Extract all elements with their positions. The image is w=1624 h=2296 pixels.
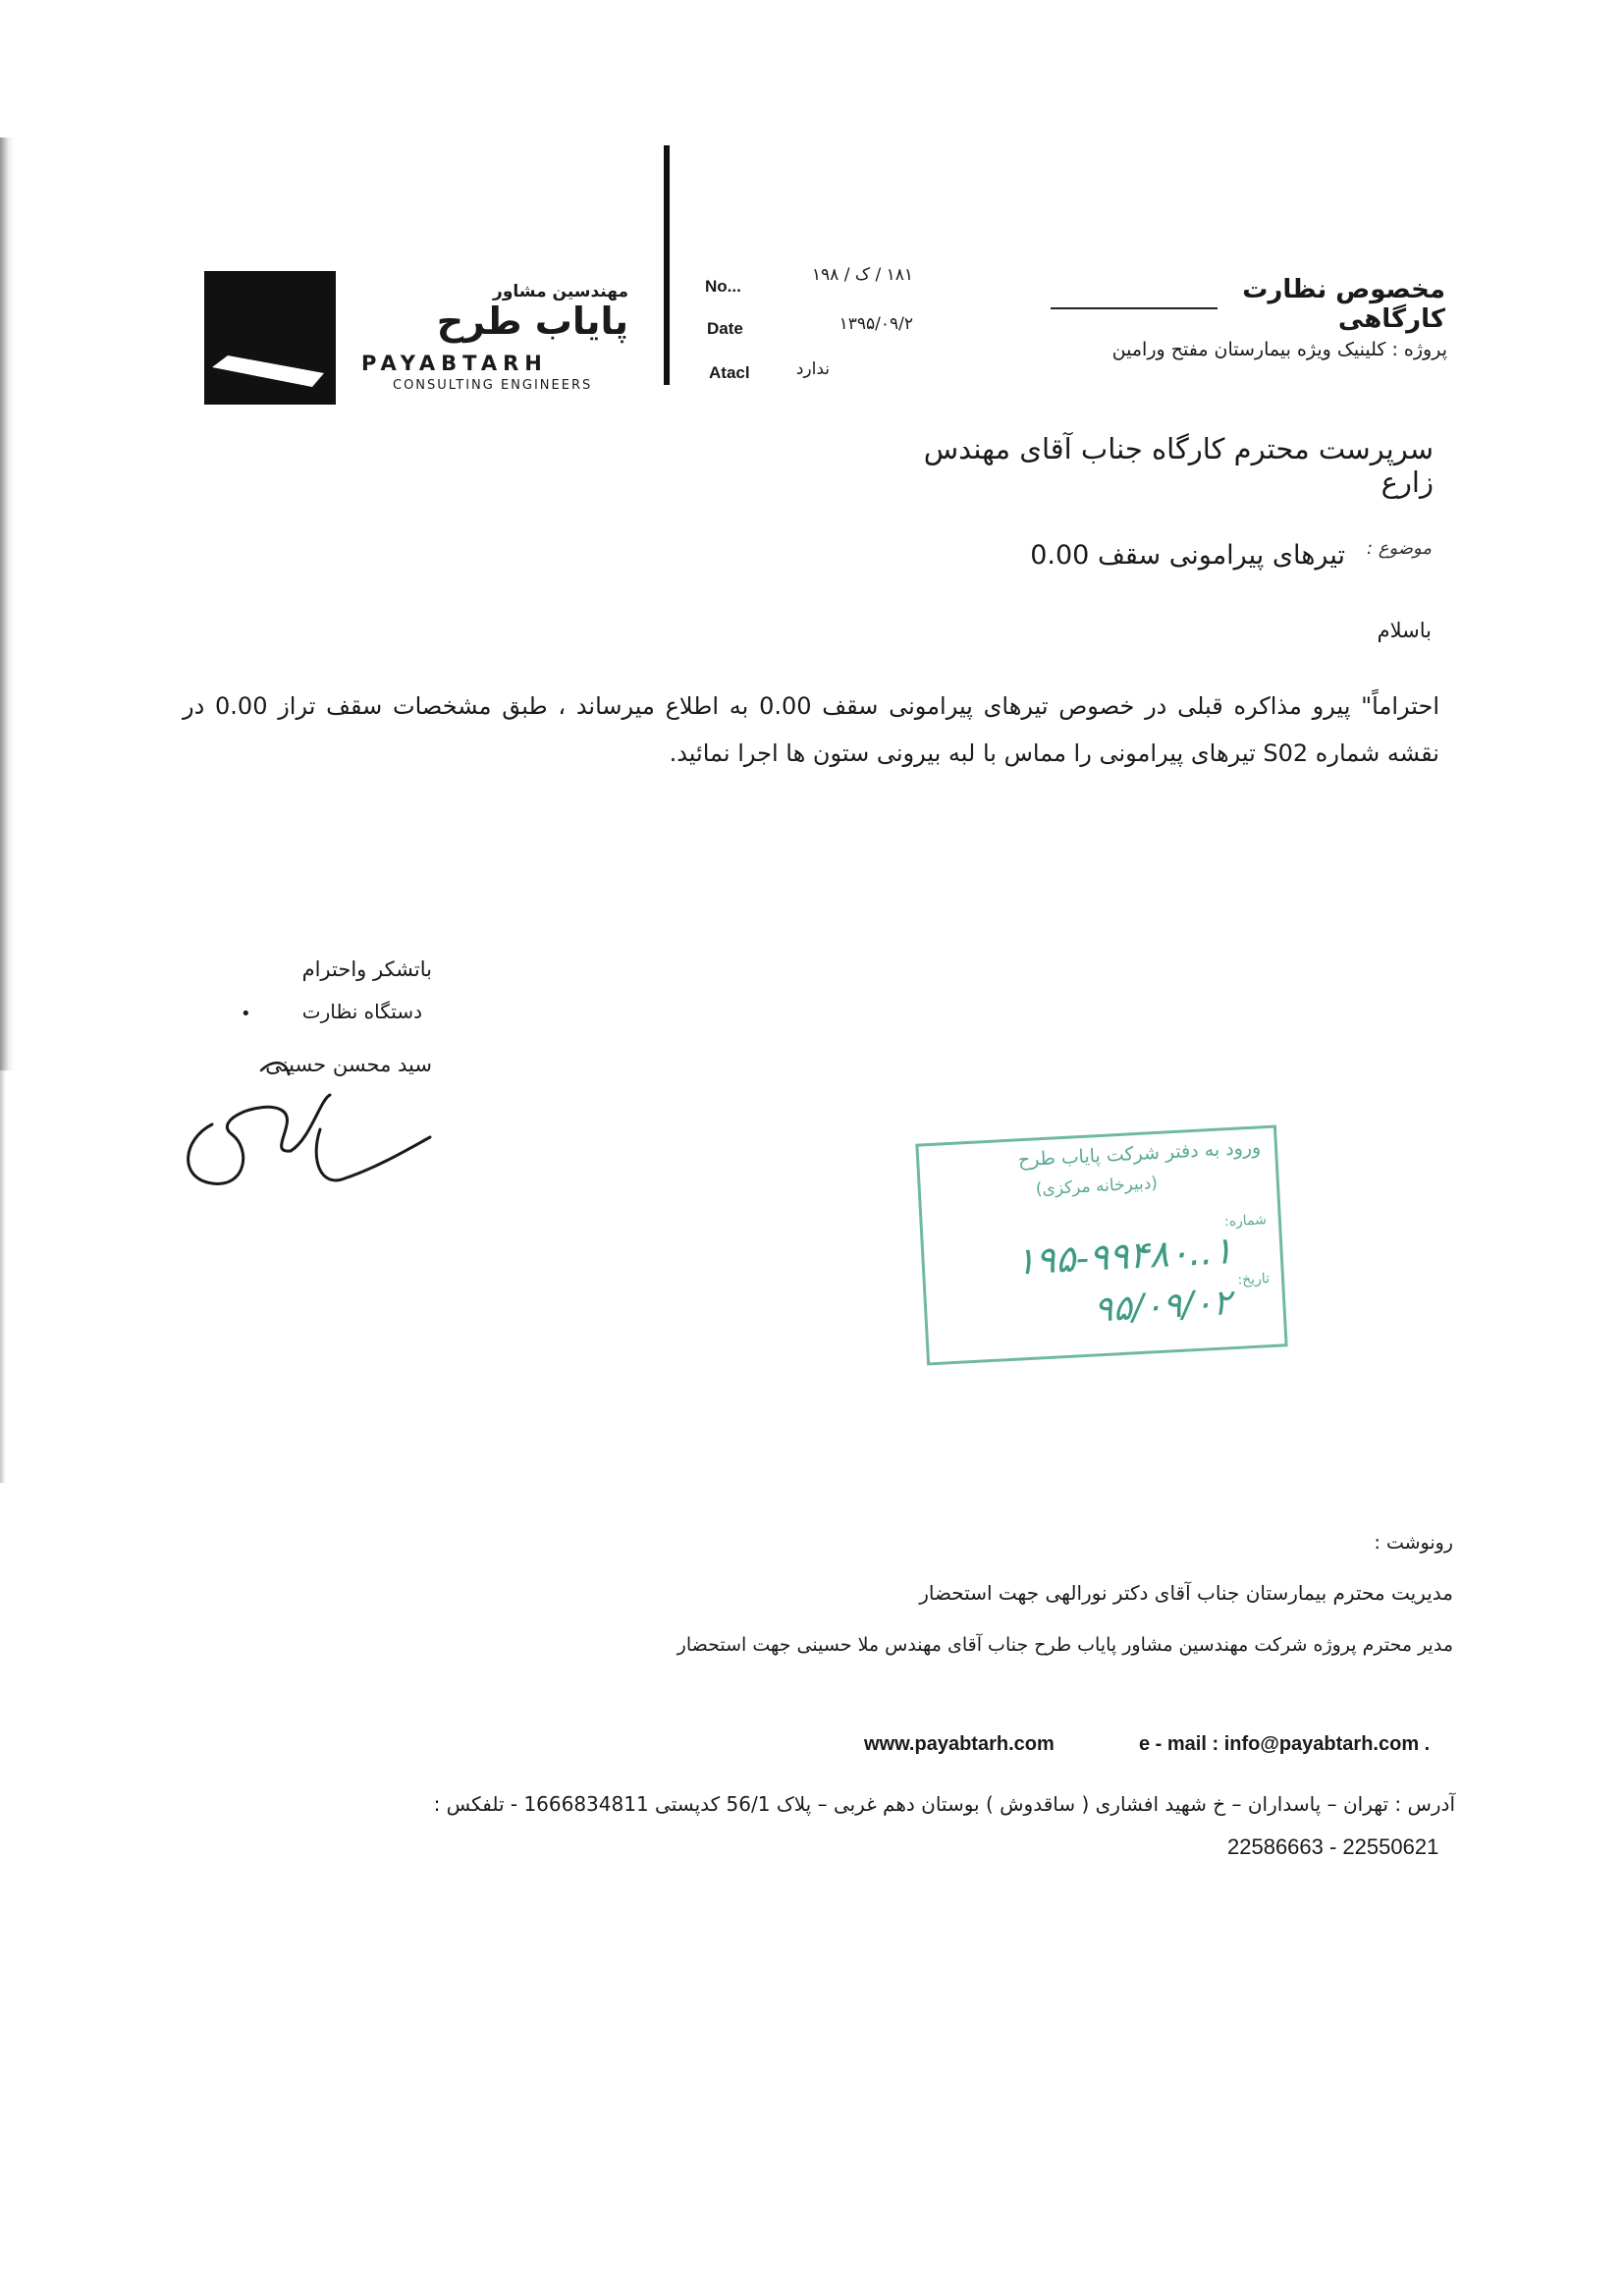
- cc-label: رونوشت :: [1374, 1532, 1453, 1554]
- firm-name-en: PAYABTARH: [361, 352, 548, 375]
- footer-email: e - mail : info@payabtarh.com .: [1139, 1733, 1431, 1755]
- signer-name: سید محسن حسینی: [265, 1053, 432, 1076]
- registry-stamp: [915, 1125, 1287, 1366]
- cc-line: مدیر محترم پروژه شرکت مهندسین مشاور پایاب طرح جناب آقای مهندس ملا حسینی جهت استحضار: [677, 1634, 1453, 1656]
- stamp-subtitle: (دبیرخانه مرکزی): [1035, 1173, 1159, 1200]
- stamp-date-label: تاریخ:: [1237, 1271, 1271, 1288]
- stamp-number-label: شماره:: [1223, 1212, 1268, 1230]
- footer-phones: 22586663 - 22550621: [1227, 1834, 1439, 1859]
- header-divider: [664, 145, 670, 385]
- cc-line: مدیریت محترم بیمارستان جناب آقای دکتر نورالهی جهت استحضار: [919, 1581, 1453, 1605]
- bullet-dot: •: [241, 1004, 251, 1024]
- stamp-date: ۹۵/۰۹/۰۲: [1093, 1283, 1233, 1331]
- subject-value: تیرهای پیرامونی سقف 0.00: [1030, 540, 1345, 571]
- footer-address: آدرس : تهران – پاسداران – خ شهید افشاری ( ساقدوش ) بوستان دهم غربی – پلاک 56/1 کدپستی 1666834811 - تلفکس :: [433, 1792, 1455, 1816]
- handwritten-signature-icon: [173, 1041, 438, 1198]
- payabtarh-logo-icon: [204, 271, 336, 405]
- firm-tagline-en: CONSULTING ENGINEERS: [393, 378, 593, 393]
- greeting: باسلام: [1377, 619, 1432, 642]
- footer-website: www.payabtarh.com: [864, 1733, 1055, 1755]
- scan-edge-shadow: [0, 137, 14, 1070]
- letter-date-value: ۱۳۹۵/۰۹/۲: [839, 314, 913, 334]
- stamp-number: ۱..۱۹۵-۹۹۴۸۰: [1014, 1229, 1234, 1284]
- closing-thanks: باتشکر واحترام: [301, 957, 432, 981]
- document-type-title: مخصوص نظارت کارگاهی: [1242, 275, 1445, 334]
- project-line: پروژه : کلینیک ویژه بیمارستان مفتح ورامین: [1111, 339, 1447, 360]
- firm-subtitle-fa: مهندسین مشاور: [493, 282, 628, 301]
- attachment-value: ندارد: [795, 359, 830, 379]
- letter-number-value: ۱۸۱ / ک / ۱۹۸: [811, 265, 913, 285]
- attachment-label: Atacl: [709, 363, 750, 382]
- recipient-line: سرپرست محترم کارگاه جناب آقای مهندس زارع: [923, 432, 1434, 499]
- letter-date-label: Date: [707, 319, 743, 338]
- document-type-underline: [1051, 307, 1218, 309]
- letter-body-text: احتراماً" پیرو مذاکره قبلی در خصوص تیرهای پیرامونی سقف 0.00 به اطلاع میرساند ، طبق مشخصات سقف تراز 0.00 در نقشه شماره S02 تیرهای پیرامونی را مماس با لبه بیرونی ستون ها اجرا نمائید.: [183, 692, 1439, 767]
- scan-edge-shadow-lower: [0, 1070, 6, 1483]
- firm-name-fa: پایاب طرح: [436, 300, 628, 343]
- signer-department: دستگاه نظارت: [301, 1000, 422, 1023]
- subject-label: موضوع :: [1366, 538, 1432, 559]
- stamp-title: ورود به دفتر شرکت پایاب طرح: [1017, 1136, 1262, 1172]
- letter-number-label: No...: [705, 277, 741, 296]
